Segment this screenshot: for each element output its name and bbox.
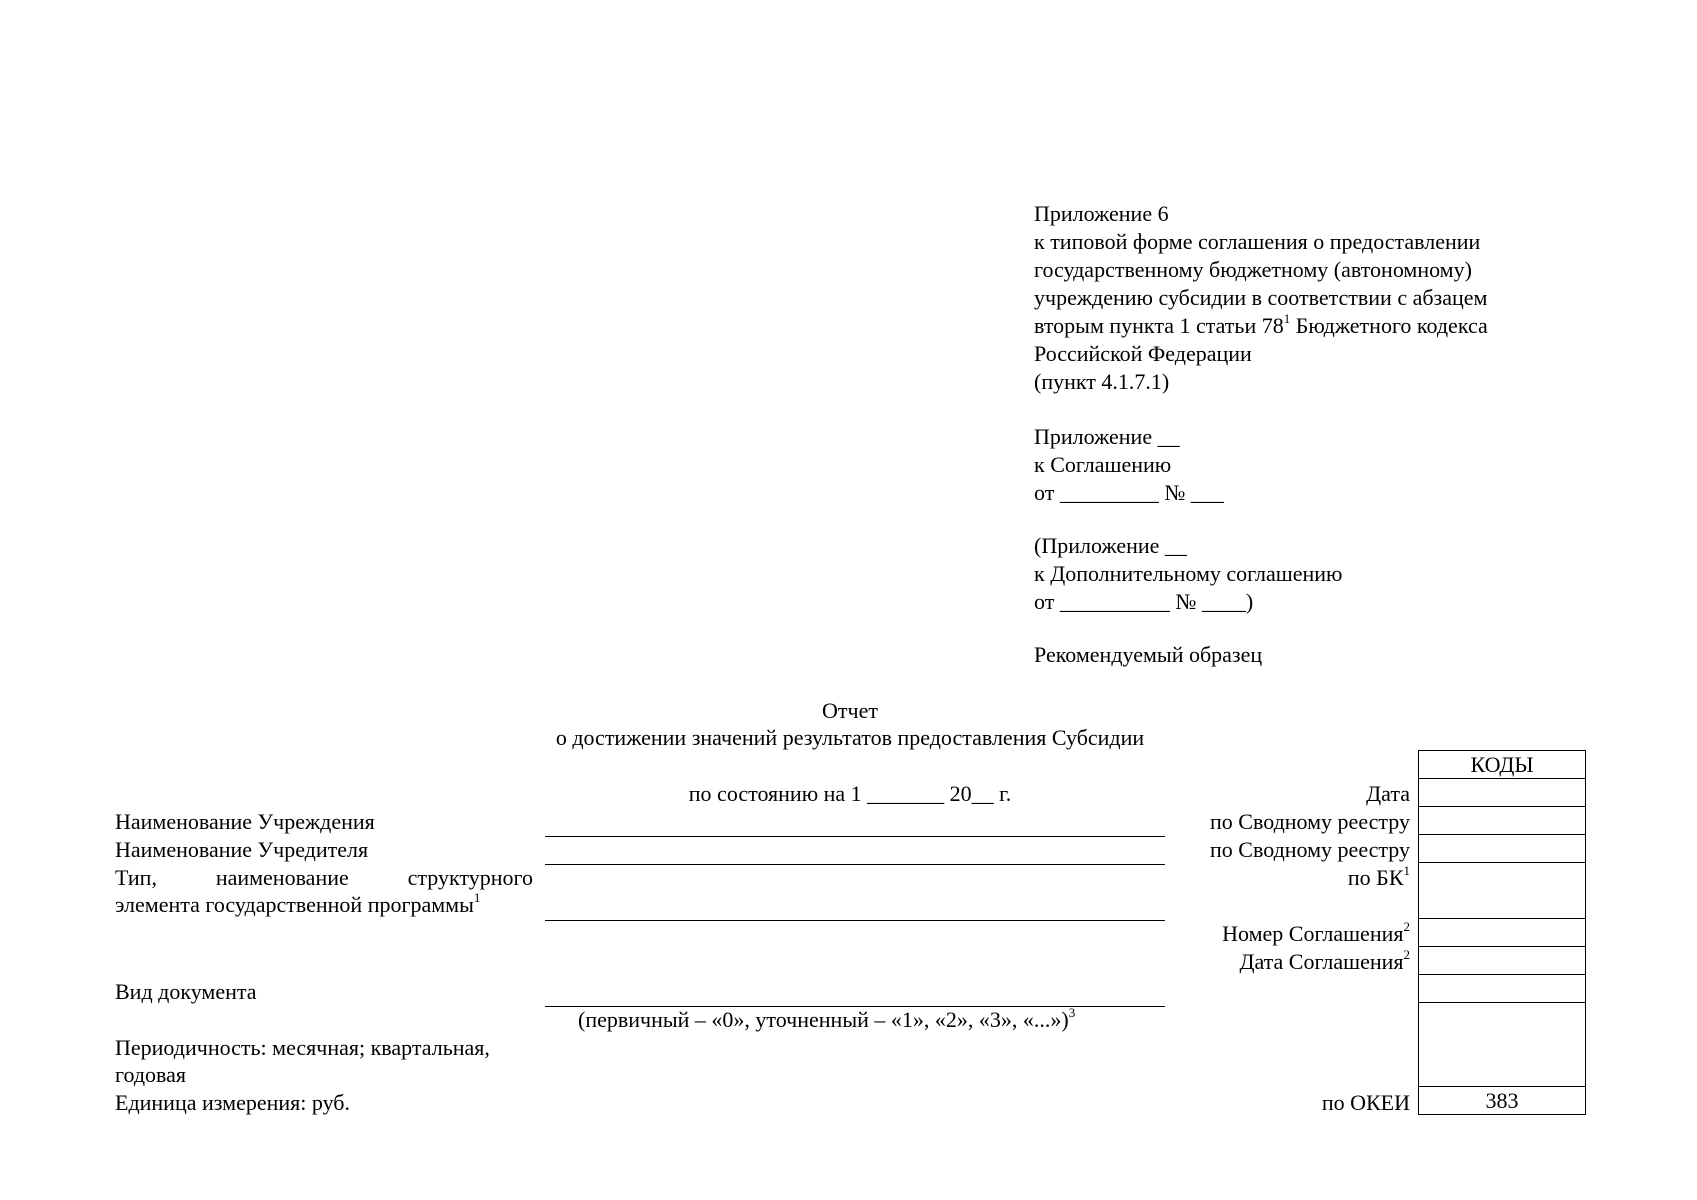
appendix-line-text: вторым пункта 1 статьи 78 [1034,313,1284,338]
document-type-fill-line[interactable] [545,1006,1165,1007]
report-subtitle: о достижении значений результатов предоставления Субсидии [555,725,1145,750]
recommended-sample-label: Рекомендуемый образец [1034,642,1263,667]
code-cell-registry[interactable] [1419,835,1586,863]
code-cell-date[interactable] [1419,779,1586,807]
report-as-of-date: по состоянию на 1 _______ 20__ г. [688,781,1012,806]
codes-table [1418,750,1586,1115]
appendix-line-text: Бюджетного кодекса [1290,313,1488,338]
periodicity-label-line2: годовая [115,1062,187,1087]
code-cell-registry[interactable] [1419,807,1586,835]
appendix-line [1034,312,1488,340]
additional-ref-line: к Дополнительному соглашению [1034,561,1343,586]
agreement-ref-line: от _________ № ___ [1034,480,1224,505]
label-text: Номер Соглашения [1222,921,1404,946]
code-cell-agreement-date[interactable] [1419,947,1586,975]
footnote-mark: 1 [1283,310,1291,326]
footnote-mark: 1 [1403,862,1410,878]
label-text: по БК [1347,865,1404,890]
appendix-line: (пункт 4.1.7.1) [1034,369,1170,394]
appendix-block [1034,200,1488,396]
program-element-label-line2 [115,891,480,919]
date-code-label: Дата [1366,781,1410,806]
program-element-fill-line[interactable] [545,920,1165,921]
agreement-ref-line: Приложение __ [1034,424,1180,449]
appendix-line: к типовой форме соглашения о предоставлении [1034,229,1481,254]
document-type-hint [578,1006,1075,1034]
label-text: Дата Соглашения [1239,949,1404,974]
institution-label: Наименование Учреждения [115,809,375,834]
appendix-line: учреждению субсидии в соответствии с абзацем [1034,285,1488,310]
report-title: Отчет [822,698,878,723]
agreement-date-label [1100,948,1410,976]
agreement-reference [1034,423,1224,507]
program-element-label-line1 [115,864,533,892]
bk-code-label [1100,864,1410,892]
periodicity-label-line1: Периодичность: месячная; квартальная, [115,1035,490,1060]
additional-ref-line: от __________ № ____) [1034,589,1254,614]
institution-fill-line[interactable] [545,836,1165,837]
appendix-title: Приложение 6 [1034,201,1169,226]
appendix-line: Российской Федерации [1034,341,1252,366]
code-cell-agreement-number[interactable] [1419,919,1586,947]
code-cell-okei: 383 [1419,1087,1586,1115]
label-word: структурного [407,865,533,890]
appendix-line: государственному бюджетному (автономному) [1034,257,1472,282]
hint-text: (первичный – «0», уточненный – «1», «2», «3», «...») [578,1007,1069,1032]
codes-header: КОДЫ [1419,751,1586,779]
label-word: наименование [215,865,349,890]
additional-agreement-reference [1034,532,1342,616]
label-text: элемента государственной программы [115,892,474,917]
footnote-mark: 2 [1403,946,1410,962]
document-type-label: Вид документа [115,979,257,1004]
unit-label: Единица измерения: руб. [115,1090,350,1115]
code-cell-bk[interactable] [1419,863,1586,919]
footnote-mark: 2 [1403,918,1410,934]
founder-label: Наименование Учредителя [115,837,369,862]
additional-ref-line: (Приложение __ [1034,533,1187,558]
footnote-mark: 3 [1068,1004,1076,1020]
agreement-number-label [1100,920,1410,948]
okei-code-label: по ОКЕИ [1321,1090,1410,1115]
agreement-ref-line: к Соглашению [1034,452,1172,477]
registry-code-label: по Сводному реестру [1210,809,1410,834]
footnote-mark: 1 [473,889,481,905]
founder-fill-line[interactable] [545,864,1165,865]
code-cell-document-type[interactable] [1419,975,1586,1003]
code-cell-periodicity[interactable] [1419,1003,1586,1087]
registry-code-label: по Сводному реестру [1210,837,1410,862]
label-word: Тип, [115,865,157,890]
